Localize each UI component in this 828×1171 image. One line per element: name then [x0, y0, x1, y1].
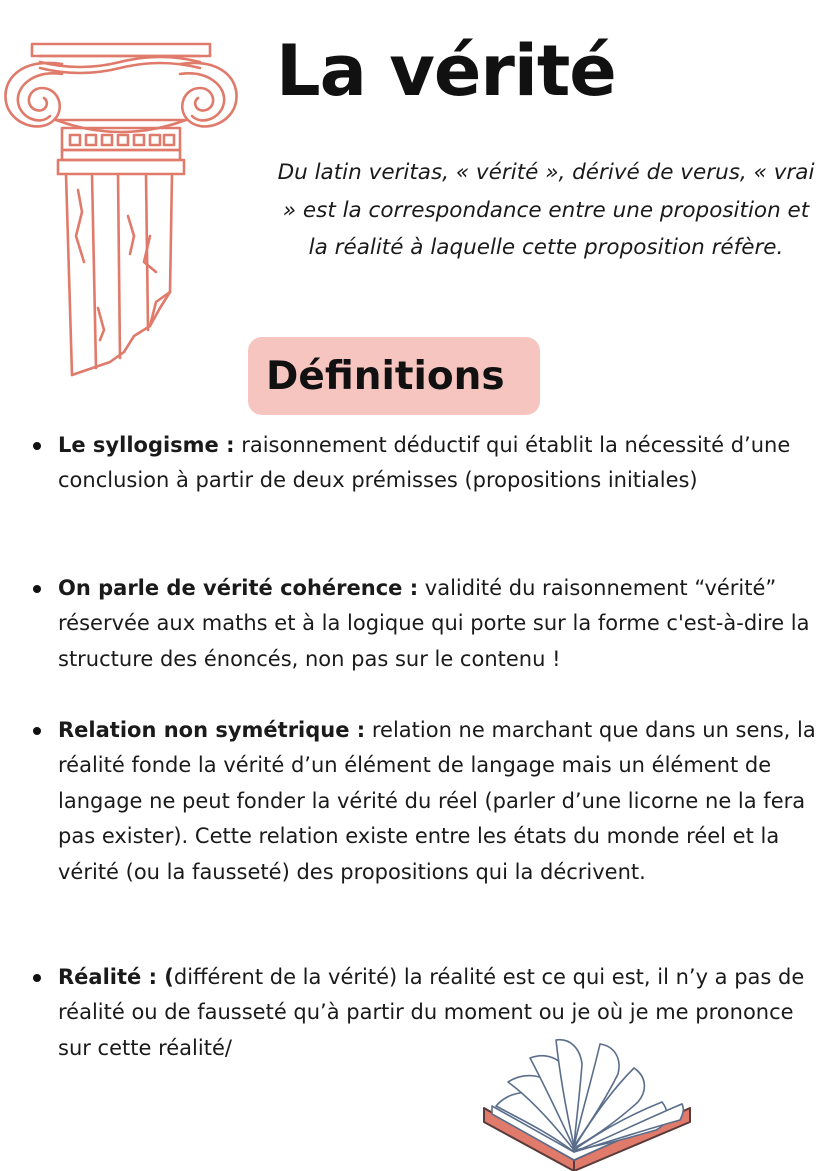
page-title: La vérité	[276, 30, 616, 112]
intro-text: Du latin veritas, « vérité », dérivé de verus, « vrai » est la correspondance entre une proposition et la réalité à laquelle cette proposition réfère.	[277, 160, 815, 260]
open-book-illustration	[478, 1022, 700, 1171]
definitions-heading-label: Définitions	[266, 353, 505, 399]
bullet-icon	[33, 585, 41, 593]
definition-text: différent de la vérité) la réalité est ce qui est, il n’y a pas de réalité ou de fausseté qu’à partir du moment ou je où je me prononce sur cette réalité/	[58, 965, 805, 1060]
ionic-column-illustration	[0, 40, 245, 380]
bullet-icon	[33, 974, 41, 982]
definitions-heading	[248, 337, 540, 415]
definition-term: Réalité : (	[58, 965, 174, 989]
definition-item	[58, 428, 822, 499]
bullet-icon	[33, 442, 41, 450]
definition-text: relation ne marchant que dans un sens, la réalité fonde la vérité d’un élément de langage mais un élément de langage ne peut fonder la vérité du réel (parler d’une licorne ne la fera pas exister). Cette relation existe entre les états du monde réel et la vérité (ou la fausseté) des propositions qui la décrivent.	[58, 718, 816, 884]
definition-item	[58, 571, 822, 677]
definition-text: validité du raisonnement “vérité” réservée aux maths et à la logique qui porte sur la forme c'est-à-dire la structure des énoncés, non pas sur le contenu !	[58, 576, 810, 671]
definition-term: Le syllogisme :	[58, 433, 235, 457]
definition-text: raisonnement déductif qui établit la nécessité d’une conclusion à partir de deux prémisses (propositions initiales)	[58, 433, 791, 493]
bullet-icon	[33, 727, 41, 735]
definition-item	[58, 960, 822, 1066]
definition-term: On parle de vérité cohérence :	[58, 576, 419, 600]
definition-item	[58, 713, 822, 890]
definition-term: Relation non symétrique :	[58, 718, 366, 742]
